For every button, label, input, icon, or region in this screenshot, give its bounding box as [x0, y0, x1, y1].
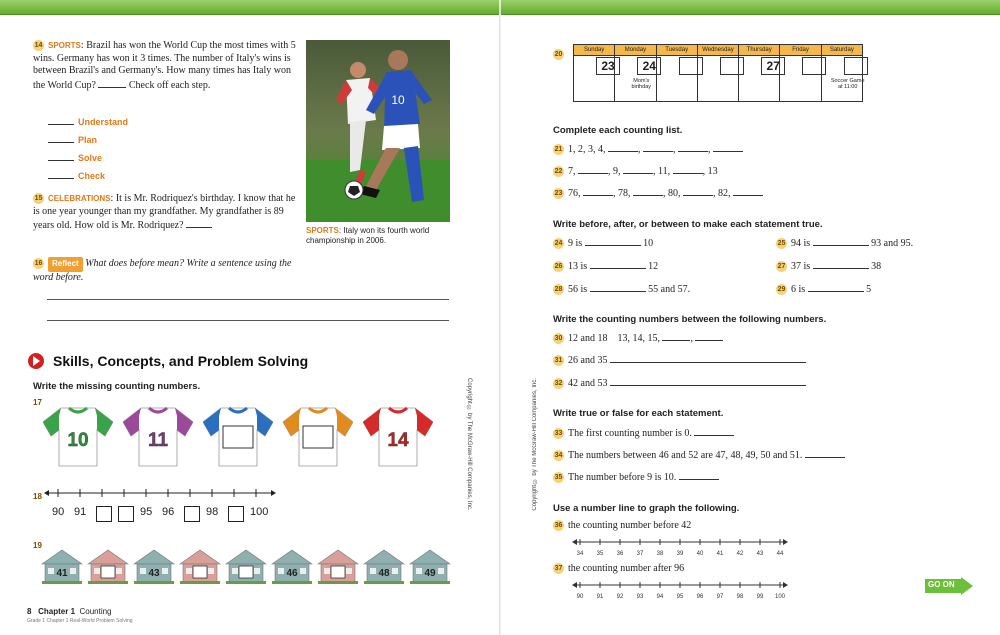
number-label: 100 [250, 506, 269, 518]
answer-blank[interactable] [98, 78, 126, 88]
number-label: 90 [52, 506, 65, 518]
jersey-icon [43, 402, 113, 468]
house-row [40, 548, 450, 586]
footer-small-text: Grade 1 Chapter 1 Real-World Problem Solving [27, 618, 133, 624]
tick-label: 94 [656, 594, 664, 600]
tick-label: 38 [656, 551, 664, 557]
tick-label: 95 [676, 594, 684, 600]
book-spine [499, 14, 501, 635]
question-instruction: Check off each step. [128, 79, 211, 91]
calendar-day-header: Monday [615, 45, 656, 56]
calendar-day-header: Tuesday [656, 45, 697, 56]
question-34: 34 The numbers between 46 and 52 are 47, 48, 49, 50 and 51. [553, 448, 845, 463]
house-number: 49 [424, 568, 436, 579]
question-14: 14 SPORTS: Brazil has won the World Cup the most times with 5 wins. Germany has won it 3 times. The number of Italy's wins is between Brazil's and Germany's. How many times has Italy won the World Cup? Check off each step. [33, 40, 296, 91]
calendar-note: Mom's birthday [631, 78, 652, 90]
tick-label: 41 [716, 551, 724, 557]
banner-divider [499, 0, 501, 14]
page-footer [27, 607, 112, 616]
tick-label: 99 [756, 594, 764, 600]
tick-label: 40 [696, 551, 704, 557]
reflect-badge: Reflect [48, 257, 83, 272]
question-24: 24 9 is 10 [554, 238, 654, 249]
tick-label: 44 [776, 551, 784, 557]
house-number: 43 [148, 568, 160, 579]
tick-label: 98 [736, 594, 744, 600]
writing-line[interactable] [47, 320, 449, 321]
tick-label: 93 [636, 594, 644, 600]
tick-label: 90 [576, 594, 584, 600]
question-18-number: 18 [33, 492, 42, 501]
header-number-line: Use a number line to graph the following. [553, 503, 740, 514]
house-icon [316, 548, 360, 584]
question-number: 14 [34, 42, 43, 50]
jersey-icon [203, 402, 273, 468]
number-label: 96 [162, 506, 175, 518]
house-number: 41 [56, 568, 68, 579]
number-line-graphic [572, 578, 788, 602]
question-number: 16 [34, 260, 43, 268]
tick-label: 37 [636, 551, 644, 557]
house-icon [270, 548, 314, 584]
calendar-date-box [844, 57, 868, 75]
step-check[interactable]: Check [48, 166, 128, 184]
instruction-missing-numbers: Write the missing counting numbers. [33, 381, 201, 392]
question-15: 15 CELEBRATIONS: It is Mr. Rodriquez's birthday. I know that he is one year younger than my grandfather. My grandfather is 89 years old. How old is Mr. Rodriquez? [33, 193, 296, 231]
question-35: 35 The number before 9 is 10. [553, 470, 719, 485]
house-number: 48 [378, 568, 390, 579]
tick-label: 39 [676, 551, 684, 557]
tick-label: 97 [716, 594, 724, 600]
calendar-date-box: 23 [596, 57, 620, 75]
question-22: 22 7, , 9, , 11, , 13 [554, 166, 718, 177]
tick-label: 43 [756, 551, 764, 557]
go-on-label: GO ON [928, 580, 955, 589]
question-31: 31 26 and 35 [553, 353, 806, 368]
jersey-icon [123, 402, 193, 468]
calendar-day-header: Sunday [574, 45, 615, 56]
arrowhead-icon [783, 539, 788, 545]
question-36: 36 the counting number before 42 [554, 520, 692, 531]
chapter-label: Chapter 1 [38, 607, 76, 616]
number-line-36[interactable] [572, 535, 788, 559]
jersey-answer-box[interactable] [303, 426, 333, 448]
question-30: 30 12 and 18 13, 14, 15, , [553, 331, 723, 346]
tick-label: 36 [616, 551, 624, 557]
tick-label: 92 [616, 594, 624, 600]
jersey-number: 11 [147, 430, 169, 451]
copyright-left: Copyright © by The McGraw-Hill Companies, Inc. [466, 378, 472, 511]
tick-label: 100 [774, 594, 786, 600]
section-title: Skills, Concepts, and Problem Solving [53, 353, 309, 370]
house-answer-box[interactable] [239, 566, 253, 578]
question-28: 28 56 is 55 and 57. [554, 284, 691, 295]
jersey-answer-box[interactable] [223, 426, 253, 448]
calendar-day-cell[interactable] [615, 56, 656, 102]
calendar-day-cell[interactable] [574, 56, 615, 102]
question-text: Brazil has won the World Cup the most times with 5 wins. Germany has won it 3 times. The number of Italy's wins is between Brazil's and Germany's. How many times has Italy won the World Cup? [33, 40, 296, 91]
house-icon [178, 548, 222, 584]
number-label: 91 [74, 506, 87, 518]
question-number: 15 [34, 195, 43, 203]
arrowhead-icon [783, 582, 788, 588]
number-label: 95 [140, 506, 153, 518]
shirt-row [43, 402, 453, 472]
question-text: What does before mean? Write a sentence using the word before. [33, 258, 292, 283]
copyright-right: Copyright © by The McGraw-Hill Companies, Inc. [532, 378, 538, 511]
calendar-date-box: 24 [637, 57, 661, 75]
house-icon [86, 548, 130, 584]
calendar-day-cell[interactable] [697, 56, 738, 102]
calendar-day-cell[interactable] [739, 56, 780, 102]
jersey-icon [283, 402, 353, 468]
house-icon [40, 548, 84, 584]
calendar-day-header: Wednesday [697, 45, 738, 56]
step-plan[interactable]: Plan [48, 130, 128, 148]
question-text: It is Mr. Rodriquez's birthday. I know that he is one year younger than my grandfather. My grandfather is 89 years old. How old is Mr. Rodriquez? [33, 193, 296, 231]
header-complete-list: Complete each counting list. [553, 125, 683, 136]
calendar-day-header: Thursday [739, 45, 780, 56]
house-icon [224, 548, 268, 584]
header-before-after: Write before, after, or between to make each statement true. [553, 219, 823, 230]
house-answer-box[interactable] [101, 566, 115, 578]
arrowhead-icon [572, 539, 577, 545]
number-answer-box[interactable] [96, 506, 112, 522]
tick-label: 35 [596, 551, 604, 557]
header-between-numbers: Write the counting numbers between the following numbers. [553, 314, 827, 325]
page-number: 8 [27, 607, 32, 616]
tick-label: 91 [596, 594, 604, 600]
question-37: 37 the counting number after 96 [554, 563, 685, 574]
soccer-photo [306, 40, 450, 222]
calendar [573, 44, 863, 102]
question-19-number: 19 [33, 541, 42, 550]
number-line-graphic [572, 535, 788, 559]
svg-text:10: 10 [391, 93, 405, 107]
question-29: 29 6 is 5 [777, 284, 872, 295]
calendar-day-cell[interactable] [780, 56, 821, 102]
number-answer-box[interactable] [118, 506, 134, 522]
step-checklist [48, 112, 128, 184]
house-answer-box[interactable] [331, 566, 345, 578]
tick-label: 42 [736, 551, 744, 557]
tick-label: 96 [696, 594, 704, 600]
section-header [27, 352, 308, 370]
question-21: 21 1, 2, 3, 4, , , , [553, 142, 743, 157]
question-category: SPORTS [48, 41, 81, 50]
question-23: 23 76, , 78, , 80, , 82, [553, 186, 763, 201]
arrowhead-icon [572, 582, 577, 588]
question-17-number: 17 [33, 398, 42, 407]
house-icon [408, 548, 452, 584]
step-solve[interactable]: Solve [48, 148, 128, 166]
writing-line[interactable] [47, 299, 449, 300]
calendar-day-header: Friday [780, 45, 821, 56]
header-true-false: Write true or false for each statement. [553, 408, 724, 419]
house-answer-box[interactable] [193, 566, 207, 578]
question-category: CELEBRATIONS [48, 194, 111, 203]
number-answer-box[interactable] [228, 506, 244, 522]
house-icon [362, 548, 406, 584]
question-33: 33 The first counting number is 0. [553, 426, 734, 441]
jersey-number: 14 [387, 430, 409, 451]
calendar-day-header: Saturday [821, 45, 862, 56]
question-16 [33, 257, 303, 284]
question-26: 26 13 is 12 [554, 261, 659, 272]
number-line [44, 486, 276, 500]
jersey-number: 10 [67, 430, 89, 451]
number-label: 98 [206, 506, 219, 518]
number-line-37[interactable] [572, 578, 788, 602]
calendar-date-box: 27 [761, 57, 785, 75]
number-answer-box[interactable] [184, 506, 200, 522]
chapter-title: Counting [79, 607, 112, 616]
answer-blank[interactable] [186, 218, 212, 228]
question-32: 32 42 and 53 [553, 376, 806, 391]
jersey-icon [363, 402, 433, 468]
calendar-note: Soccer Game at 11:00 [830, 78, 865, 90]
question-25: 25 94 is 93 and 95. [777, 238, 914, 249]
photo-caption: SPORTS: Italy won its fourth world championship in 2006. [306, 226, 430, 245]
calendar-day-cell[interactable] [656, 56, 697, 102]
tick-label: 34 [576, 551, 584, 557]
calendar-day-cell[interactable] [821, 56, 865, 102]
question-20-number: 20 [554, 50, 563, 58]
house-icon [132, 548, 176, 584]
house-number: 46 [286, 568, 298, 579]
step-understand[interactable]: Understand [48, 112, 128, 130]
play-arrow-icon [27, 352, 45, 370]
question-27: 27 37 is 38 [777, 261, 882, 272]
